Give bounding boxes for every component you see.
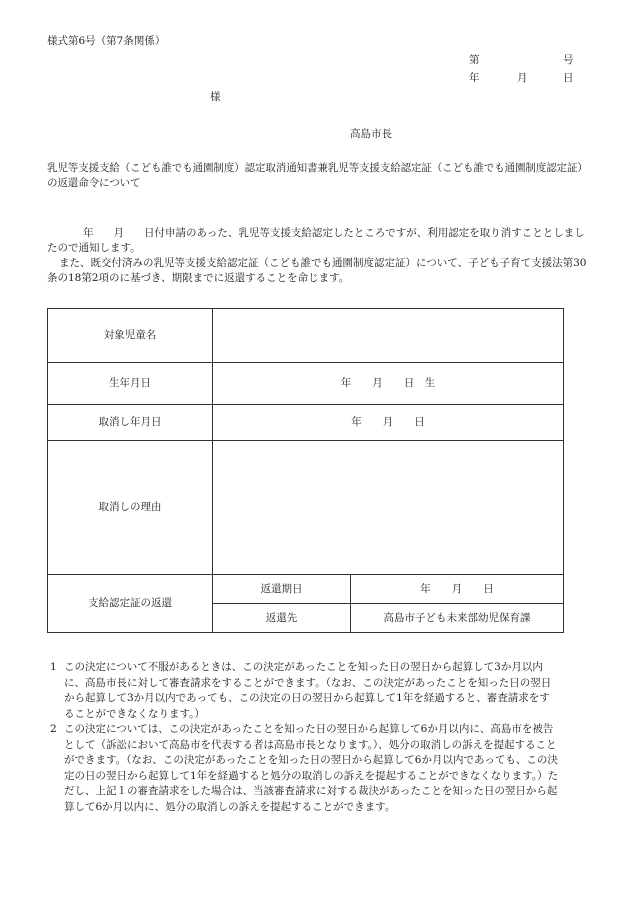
form-number: 様式第6号（第7条関係） xyxy=(47,35,166,47)
date-day: 日 xyxy=(563,72,574,84)
reason-label: 取消しの理由 xyxy=(48,441,213,575)
note-number: 2 xyxy=(50,723,57,735)
destination-field: 高島市子ども未来部幼児保育課 xyxy=(351,604,564,633)
note-text: この決定については、この決定があったことを知った日の翌日から起算して6か月以内に、高島市を被告として（訴訟において高島市を代表する者は高島市長となります。）、処分の取消しの訴えを提起することができます。（なお、この決定があったことを知った日の翌日から起算して6か月以内であっても、この決定の日の翌日から起算して1年を経過すると処分の取消しの訴えを提起することができなくなります。）ただし、上記１の審査請求をした場合は、当該審査請求に対する裁決があったことを知った日の翌日から起算して6か月以内に、処分の取消しの訴えを提起することができます。 xyxy=(64,723,559,813)
deadline-label: 返還期日 xyxy=(213,575,351,604)
return-label: 支給認定証の返還 xyxy=(48,575,213,633)
appeal-notes xyxy=(50,660,560,815)
body-paragraph-2: また、既交付済みの乳児等支援支給認定証（こども誰でも通園制度認定証）について、子ども子育て支援法第30条の18第2項のに基づき、期限までに返還することを命じます。 xyxy=(47,257,587,284)
body-paragraph-1 xyxy=(47,226,587,256)
document-number xyxy=(469,53,574,68)
note-text: この決定について不服があるときは、この決定があったことを知った日の翌日から起算して3か月以内に、高島市長に対して審査請求をすることができます。（なお、この決定があったことを知った日の翌日から起算して3か月以内であっても、この決定の日の翌日から起算して1年を経過すると、審査請求をすることができなくなります。） xyxy=(64,661,552,720)
date-month: 月 xyxy=(517,72,528,84)
child-name-label: 対象児童名 xyxy=(48,309,213,363)
destination-label: 返還先 xyxy=(213,604,351,633)
number-prefix: 第 xyxy=(469,54,480,66)
note-item xyxy=(50,722,560,815)
reason-row xyxy=(48,441,564,575)
note-number: 1 xyxy=(50,661,57,673)
issuer: 高島市長 xyxy=(350,128,392,140)
child-name-row xyxy=(48,309,564,363)
number-suffix: 号 xyxy=(563,54,574,66)
return-deadline-row xyxy=(48,575,564,604)
reason-field xyxy=(213,441,564,575)
notice-body xyxy=(47,226,587,286)
cancel-date-row xyxy=(48,405,564,441)
document-title: 乳児等支援支給（こども誰でも通園制度）認定取消通知書兼乳児等支援支給認定証（こども誰でも通園制度認定証）の返還命令について xyxy=(47,162,583,189)
body-month: 月 xyxy=(113,227,124,239)
birthdate-label: 生年月日 xyxy=(48,363,213,405)
child-name-field xyxy=(213,309,564,363)
note-item xyxy=(50,660,560,722)
addressee: 様 xyxy=(210,91,221,103)
deadline-field: 年 月 日 xyxy=(351,575,564,604)
cancel-date-field: 年 月 日 xyxy=(213,405,564,441)
body-year: 年 xyxy=(83,227,94,239)
cancel-date-label: 取消し年月日 xyxy=(48,405,213,441)
birthdate-field: 年 月 日 生 xyxy=(213,363,564,405)
body-text-1: 日付申請のあった、乳児等支援支給認定したところですが、利用認定を取り消すこととしましたので通知します。 xyxy=(47,227,585,254)
date-year: 年 xyxy=(469,72,480,84)
birthdate-row xyxy=(48,363,564,405)
revocation-details-table xyxy=(47,308,564,633)
